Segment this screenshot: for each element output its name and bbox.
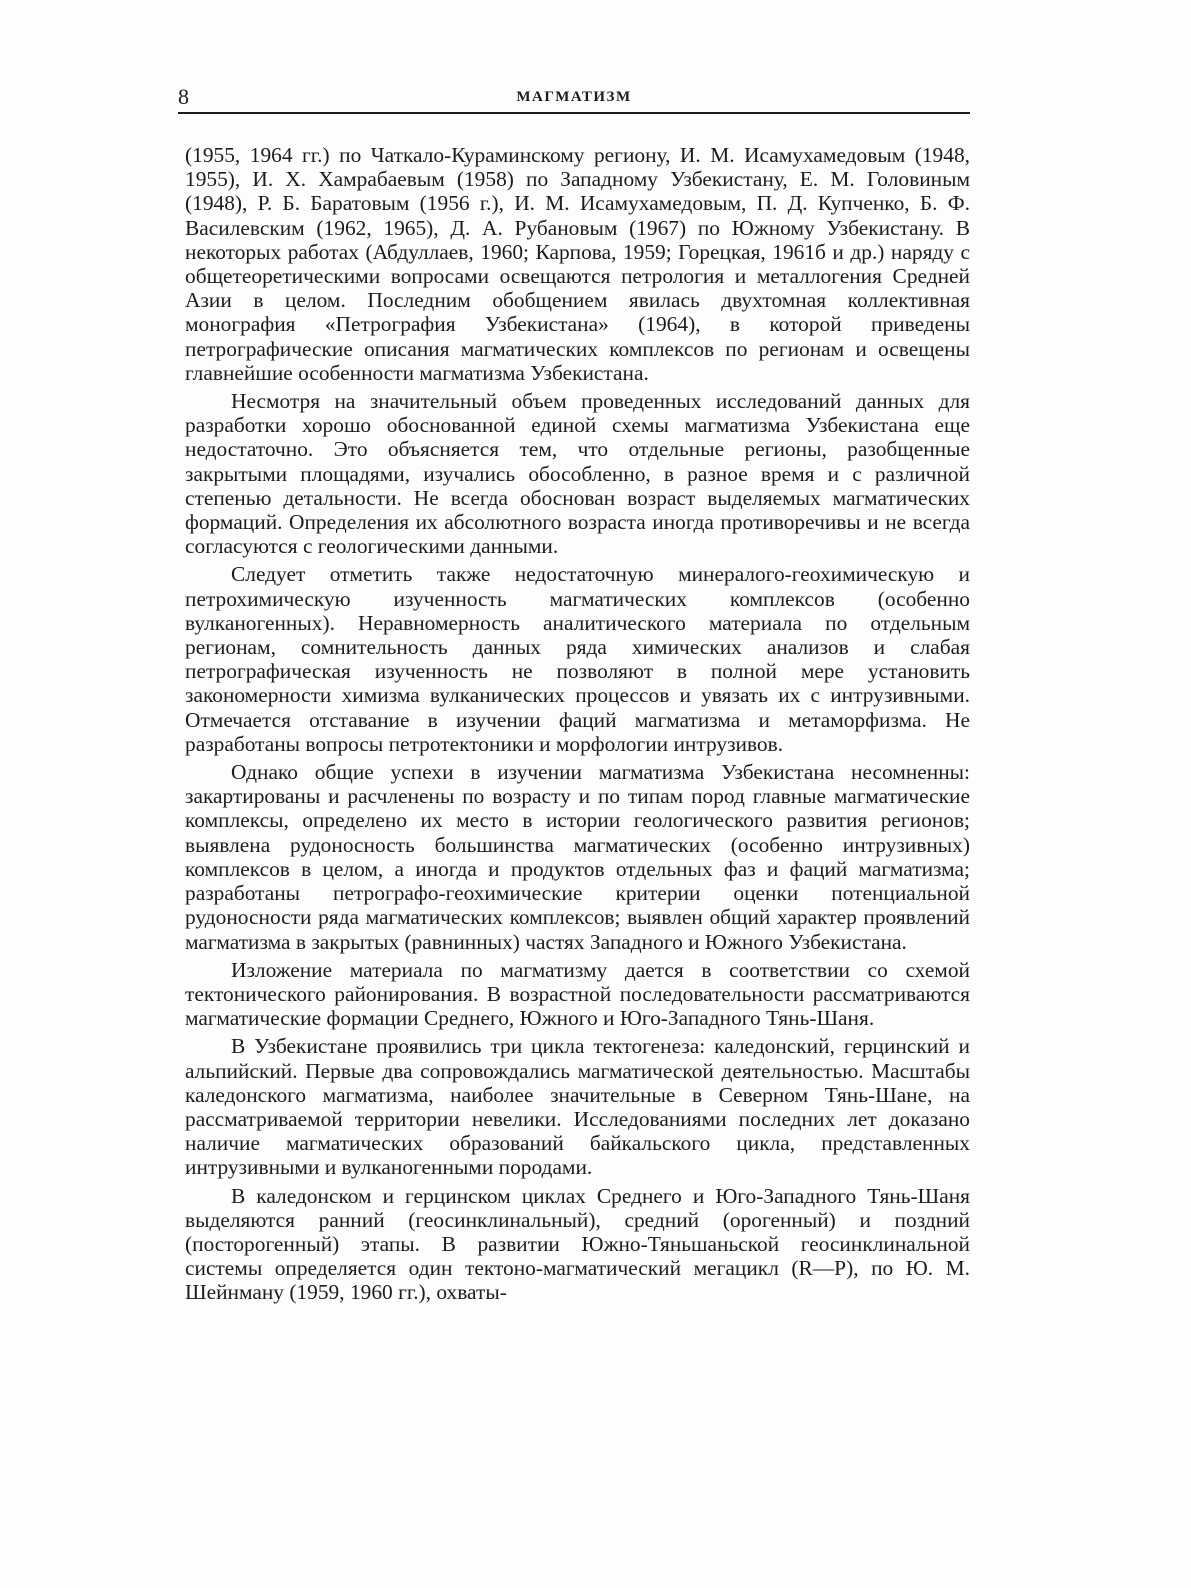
paragraph-3: Следует отметить также недостаточную минералого-геохимическую и петрохимическую изученность магматических комплексов (особенно вулканогенных). Неравномерность аналитического материала по отдельным регионам, сомнительность данных ряда химических анализов и слабая петрографическая изученность не позволяют в полной мере установить закономерности химизма вулканических процессов и увязать их с интрузивными. Отмечается отставание в изучении фаций магматизма и метаморфизма. Не разработаны вопросы петротектоники и морфологии интрузивов.	[185, 562, 970, 756]
paragraph-5: Изложение материала по магматизму дается в соответствии со схемой тектонического районирования. В возрастной последовательности рассматриваются магматические формации Среднего, Южного и Юго-Западного Тянь-Шаня.	[185, 957, 970, 1031]
body-text	[185, 143, 970, 1309]
running-head	[178, 84, 970, 114]
paragraph-4: Однако общие успехи в изучении магматизма Узбекистана несомненны: закартированы и расчленены по возрасту и по типам пород главные магматические комплексы, определено их место в истории геологического развития регионов; выявлена рудоносность большинства магматических (особенно интрузивных) комплексов в целом, а иногда и продуктов отдельных фаз и фаций магматизма; разработаны петрографо-геохимические критерии оценки потенциальной рудоносности ряда магматических комплексов; выявлен общий характер проявлений магматизма в закрытых (равнинных) частях Западного и Южного Узбекистана.	[185, 760, 970, 954]
paragraph-1: (1955, 1964 гг.) по Чаткало-Кураминскому региону, И. М. Исамухамедовым (1948, 1955), И. Х. Хамрабаевым (1958) по Западному Узбекистану, Е. М. Головиным (1948), Р. Б. Баратовым (1956 г.), И. М. Исамухамедовым, П. Д. Купченко, Б. Ф. Василевским (1962, 1965), Д. А. Рубановым (1967) по Южному Узбекистану. В некоторых работах (Абдуллаев, 1960; Карпова, 1959; Горецкая, 1961б и др.) наряду с общетеоретическими вопросами освещаются петрология и металлогения Средней Азии в целом. Последним обобщением явилась двухтомная коллективная монография «Петрография Узбекистана» (1964), в которой приведены петрографические описания магматических комплексов по регионам и освещены главнейшие особенности магматизма Узбекистана.	[185, 143, 970, 385]
paragraph-6: В Узбекистане проявились три цикла тектогенеза: каледонский, герцинский и альпийский. Первые два сопровождались магматической деятельностью. Масштабы каледонского магматизма, наиболее значительные в Северном Тянь-Шане, на рассматриваемой территории невелики. Исследованиями последних лет доказано наличие магматических образований байкальского цикла, представленных интрузивными и вулканогенными породами.	[185, 1034, 970, 1180]
paragraph-2: Несмотря на значительный объем проведенных исследований данных для разработки хорошо обоснованной единой схемы магматизма Узбекистана еще недостаточно. Это объясняется тем, что отдельные регионы, разобщенные закрытыми площадями, изучались обособленно, в разное время и с различной степенью детальности. Не всегда обоснован возраст выделяемых магматических формаций. Определения их абсолютного возраста иногда противоречивы и не всегда согласуются с геологическими данными.	[185, 389, 970, 559]
running-title: МАГМАТИЗМ	[516, 89, 632, 105]
page-number: 8	[178, 84, 189, 109]
paragraph-7: В каледонском и герцинском циклах Среднего и Юго-Западного Тянь-Шаня выделяются ранний (геосинклинальный), средний (орогенный) и поздний (посторогенный) этапы. В развитии Южно-Тяньшаньской геосинклинальной системы определяется один тектоно-магматический мегацикл (R—P), по Ю. М. Шейнману (1959, 1960 гг.), охваты-	[185, 1183, 970, 1305]
